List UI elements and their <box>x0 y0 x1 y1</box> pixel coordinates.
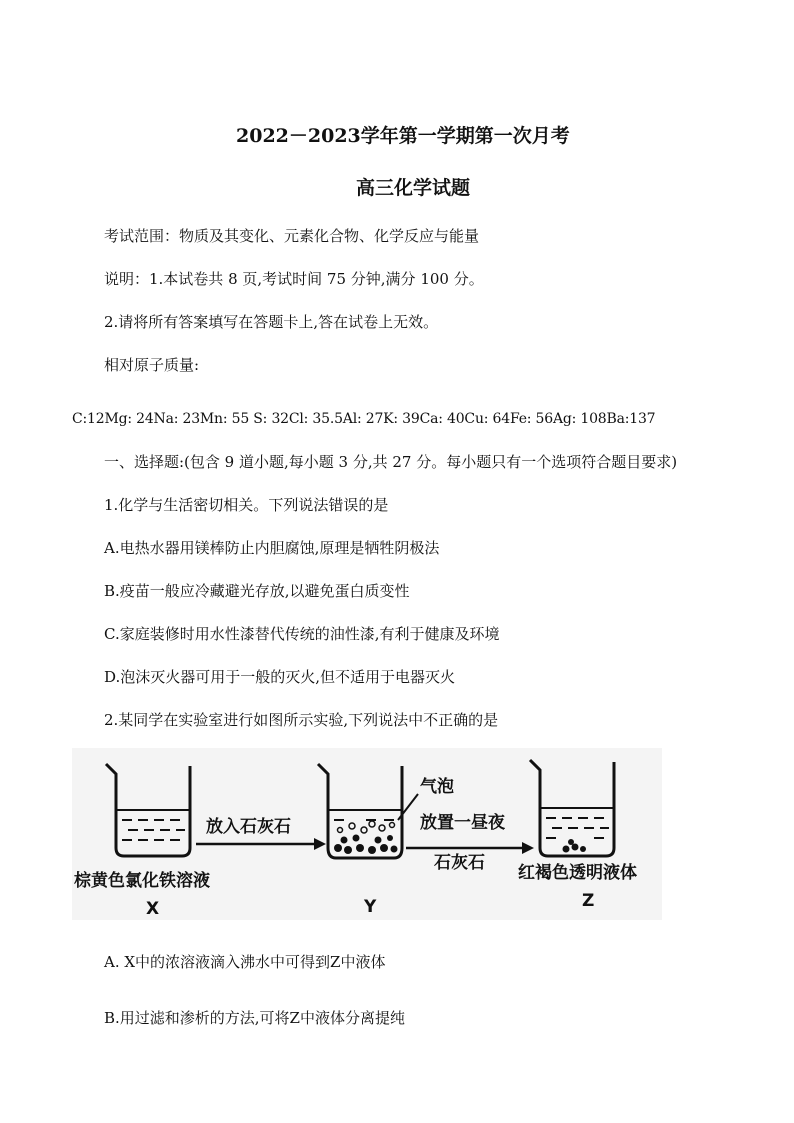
x-letter: X <box>146 899 160 919</box>
stone-label: 石灰石 <box>434 853 485 873</box>
question-1-option-c: C.家庭装修时用水性漆替代传统的油性漆,有利于健康及环境 <box>104 625 500 643</box>
question-1-stem: 1.化学与生活密切相关。下列说法错误的是 <box>104 496 389 514</box>
beaker-x <box>106 764 190 856</box>
experiment-figure <box>72 748 662 920</box>
question-2-stem: 2.某同学在实验室进行如图所示实验,下列说法中不正确的是 <box>104 711 499 729</box>
beaker-z <box>530 760 614 856</box>
exam-note-2: 2.请将所有答案填写在答题卡上,答在试卷上无效。 <box>104 313 439 331</box>
question-1-option-a: A.电热水器用镁棒防止内胆腐蚀,原理是牺牲阴极法 <box>104 539 440 557</box>
x-caption: 棕黄色氯化铁溶液 <box>74 871 210 891</box>
arrow-2-label: 放置一昼夜 <box>420 813 505 833</box>
arrow-1-label: 放入石灰石 <box>206 817 291 837</box>
exam-title: 2022－2023学年第一学期第一次月考 <box>236 125 570 147</box>
bubble-label: 气泡 <box>420 777 454 797</box>
question-1-option-d: D.泡沫灭火器可用于一般的灭火,但不适用于电器灭火 <box>104 668 456 686</box>
exam-scope: 考试范围：物质及其变化、元素化合物、化学反应与能量 <box>104 227 480 245</box>
question-2-option-a: A. X中的浓溶液滴入沸水中可得到Z中液体 <box>104 953 386 971</box>
z-caption: 红褐色透明液体 <box>518 863 637 883</box>
exam-subtitle: 高三化学试题 <box>356 177 471 199</box>
question-2-option-b: B.用过滤和渗析的方法,可将Z中液体分离提纯 <box>104 1009 405 1027</box>
beaker-y <box>318 764 402 858</box>
question-1-option-b: B.疫苗一般应冷藏避光存放,以避免蛋白质变性 <box>104 582 410 600</box>
atomic-mass-values: C:12Mg: 24Na: 23Mn: 55 S: 32Cl: 35.5Al: 27K: 39Ca: 40Cu: 64Fe: 56Ag: 108Ba:137 <box>72 411 656 427</box>
arrow-1 <box>196 838 326 850</box>
z-letter: Z <box>582 891 595 911</box>
exam-note-1: 说明：1.本试卷共 8 页,考试时间 75 分钟,满分 100 分。 <box>104 270 484 288</box>
section-heading: 一、选择题:(包含 9 道小题,每小题 3 分,共 27 分。每小题只有一个选项符合题目要求) <box>104 453 678 471</box>
y-letter: Y <box>364 897 377 917</box>
atomic-mass-label: 相对原子质量: <box>104 356 200 374</box>
